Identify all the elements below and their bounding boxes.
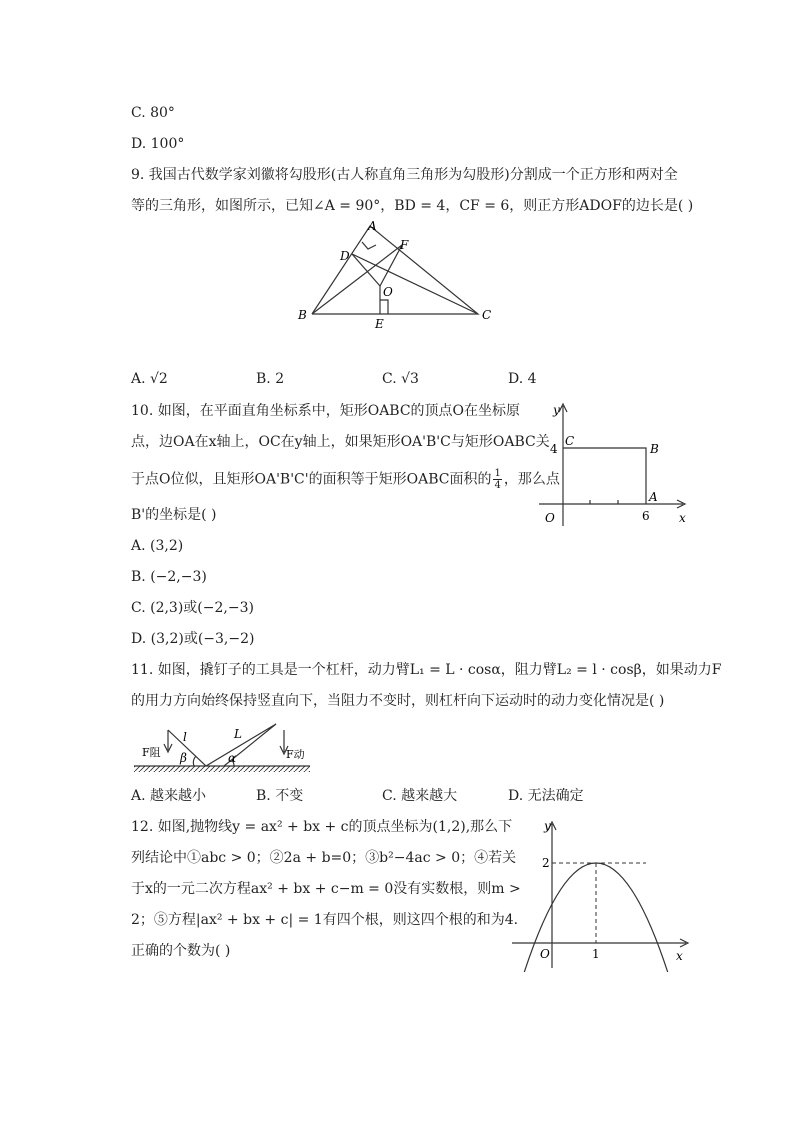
q12-stem-line2: 列结论中①abc > 0；②2a + b=0；③b²−4ac > 0；④若关 <box>131 850 517 866</box>
q12-label-o: O <box>540 947 550 961</box>
q10-tick-4: 4 <box>550 442 558 456</box>
q9-option-b: B. 2 <box>256 371 285 387</box>
q10-stem-line2: 点，边OA在x轴上，OC在y轴上，如果矩形OA'B'C与矩形OABC关 <box>131 434 550 450</box>
q9-option-c: C. √3 <box>382 371 419 387</box>
q12-stem-line1: 12. 如图,抛物线y = ax² + bx + c的顶点坐标为(1,2),那么下 <box>131 819 513 835</box>
q11-label-l-big: L <box>234 727 242 741</box>
q9-label-d: D <box>340 249 350 263</box>
q10-fraction-den: 4 <box>494 480 501 491</box>
q10-fraction <box>493 468 501 491</box>
q11-stem-line1: 11. 如图，撬钉子的工具是一个杠杆，动力臂L₁ = L · cosα，阻力臂L₂ = l · cosβ，如果动力F <box>131 662 722 678</box>
q10-stem-line3 <box>131 468 560 491</box>
q10-tick-6: 6 <box>642 509 650 523</box>
q10-label-o: O <box>545 511 555 525</box>
q10-stem-line4: B'的坐标是( ) <box>131 507 217 523</box>
q10-line3-part1: 于点O位似，且矩形OA'B'C'的面积等于矩形OABC面积的 <box>131 471 492 488</box>
q10-option-b: B. (−2,−3) <box>131 569 207 585</box>
q12-axis-y: y <box>544 819 551 833</box>
q10-label-c: C <box>565 434 575 448</box>
q10-label-b: B <box>650 442 659 456</box>
q12-stem-line5: 正确的个数为( ) <box>131 943 231 959</box>
q11-option-d: D. 无法确定 <box>508 788 584 804</box>
q11-lever-figure <box>130 716 315 776</box>
q10-label-a: A <box>649 490 658 504</box>
q12-tick-1: 1 <box>592 947 600 961</box>
q12-parabola-figure <box>510 816 690 972</box>
q10-stem-line1: 10. 如图，在平面直角坐标系中，矩形OABC的顶点O在坐标原 <box>131 403 521 419</box>
q11-stem-line2: 的用力方向始终保持竖直向下，当阻力不变时，则杠杆向下运动时的动力变化情况是( ) <box>131 693 665 709</box>
q12-tick-2: 2 <box>542 856 550 870</box>
q11-label-beta: β <box>180 751 187 765</box>
q12-axis-x: x <box>676 949 683 963</box>
q9-triangle-figure <box>290 218 500 333</box>
q9-label-b: B <box>298 308 307 322</box>
q9-stem-line1: 9. 我国古代数学家刘徽将勾股形(古人称直角三角形为勾股形)分割成一个正方形和两对全 <box>131 167 678 183</box>
q10-line3-part2: ，那么点 <box>503 471 560 488</box>
q8-option-d: D. 100° <box>131 136 185 152</box>
q11-option-b: B. 不变 <box>256 788 304 804</box>
q10-option-a: A. (3,2) <box>131 538 184 554</box>
q11-option-c: C. 越来越大 <box>382 788 458 804</box>
q10-option-d: D. (3,2)或(−3,−2) <box>131 631 255 647</box>
q9-option-d: D. 4 <box>508 371 537 387</box>
q11-label-f-resist: F阻 <box>142 746 161 759</box>
q10-axis-y: y <box>553 403 560 417</box>
q8-option-c: C. 80° <box>131 105 175 121</box>
q10-axis-x: x <box>679 511 686 525</box>
q11-label-f-move: F动 <box>286 748 305 761</box>
q11-label-alpha: α <box>228 751 237 765</box>
q9-label-o: O <box>383 285 393 299</box>
q11-label-l-small: l <box>183 730 187 744</box>
q9-stem-line2: 等的三角形，如图所示，已知∠A = 90°，BD = 4，CF = 6，则正方形ADOF的边长是( ) <box>131 198 694 214</box>
q9-label-e: E <box>375 317 384 331</box>
q10-fraction-num: 1 <box>494 468 501 479</box>
q10-coordinate-figure <box>535 398 695 530</box>
q9-label-a: A <box>368 219 377 233</box>
q9-label-c: C <box>482 308 492 322</box>
q12-stem-line4: 2；⑤方程|ax² + bx + c| = 1有四个根，则这四个根的和为4. <box>131 912 519 928</box>
q9-option-a: A. √2 <box>131 371 168 387</box>
q10-option-c: C. (2,3)或(−2,−3) <box>131 600 254 616</box>
q12-stem-line3: 于x的一元二次方程ax² + bx + c−m = 0没有实数根，则m > <box>131 881 521 897</box>
q9-label-f: F <box>400 238 409 252</box>
q11-option-a: A. 越来越小 <box>131 788 207 804</box>
